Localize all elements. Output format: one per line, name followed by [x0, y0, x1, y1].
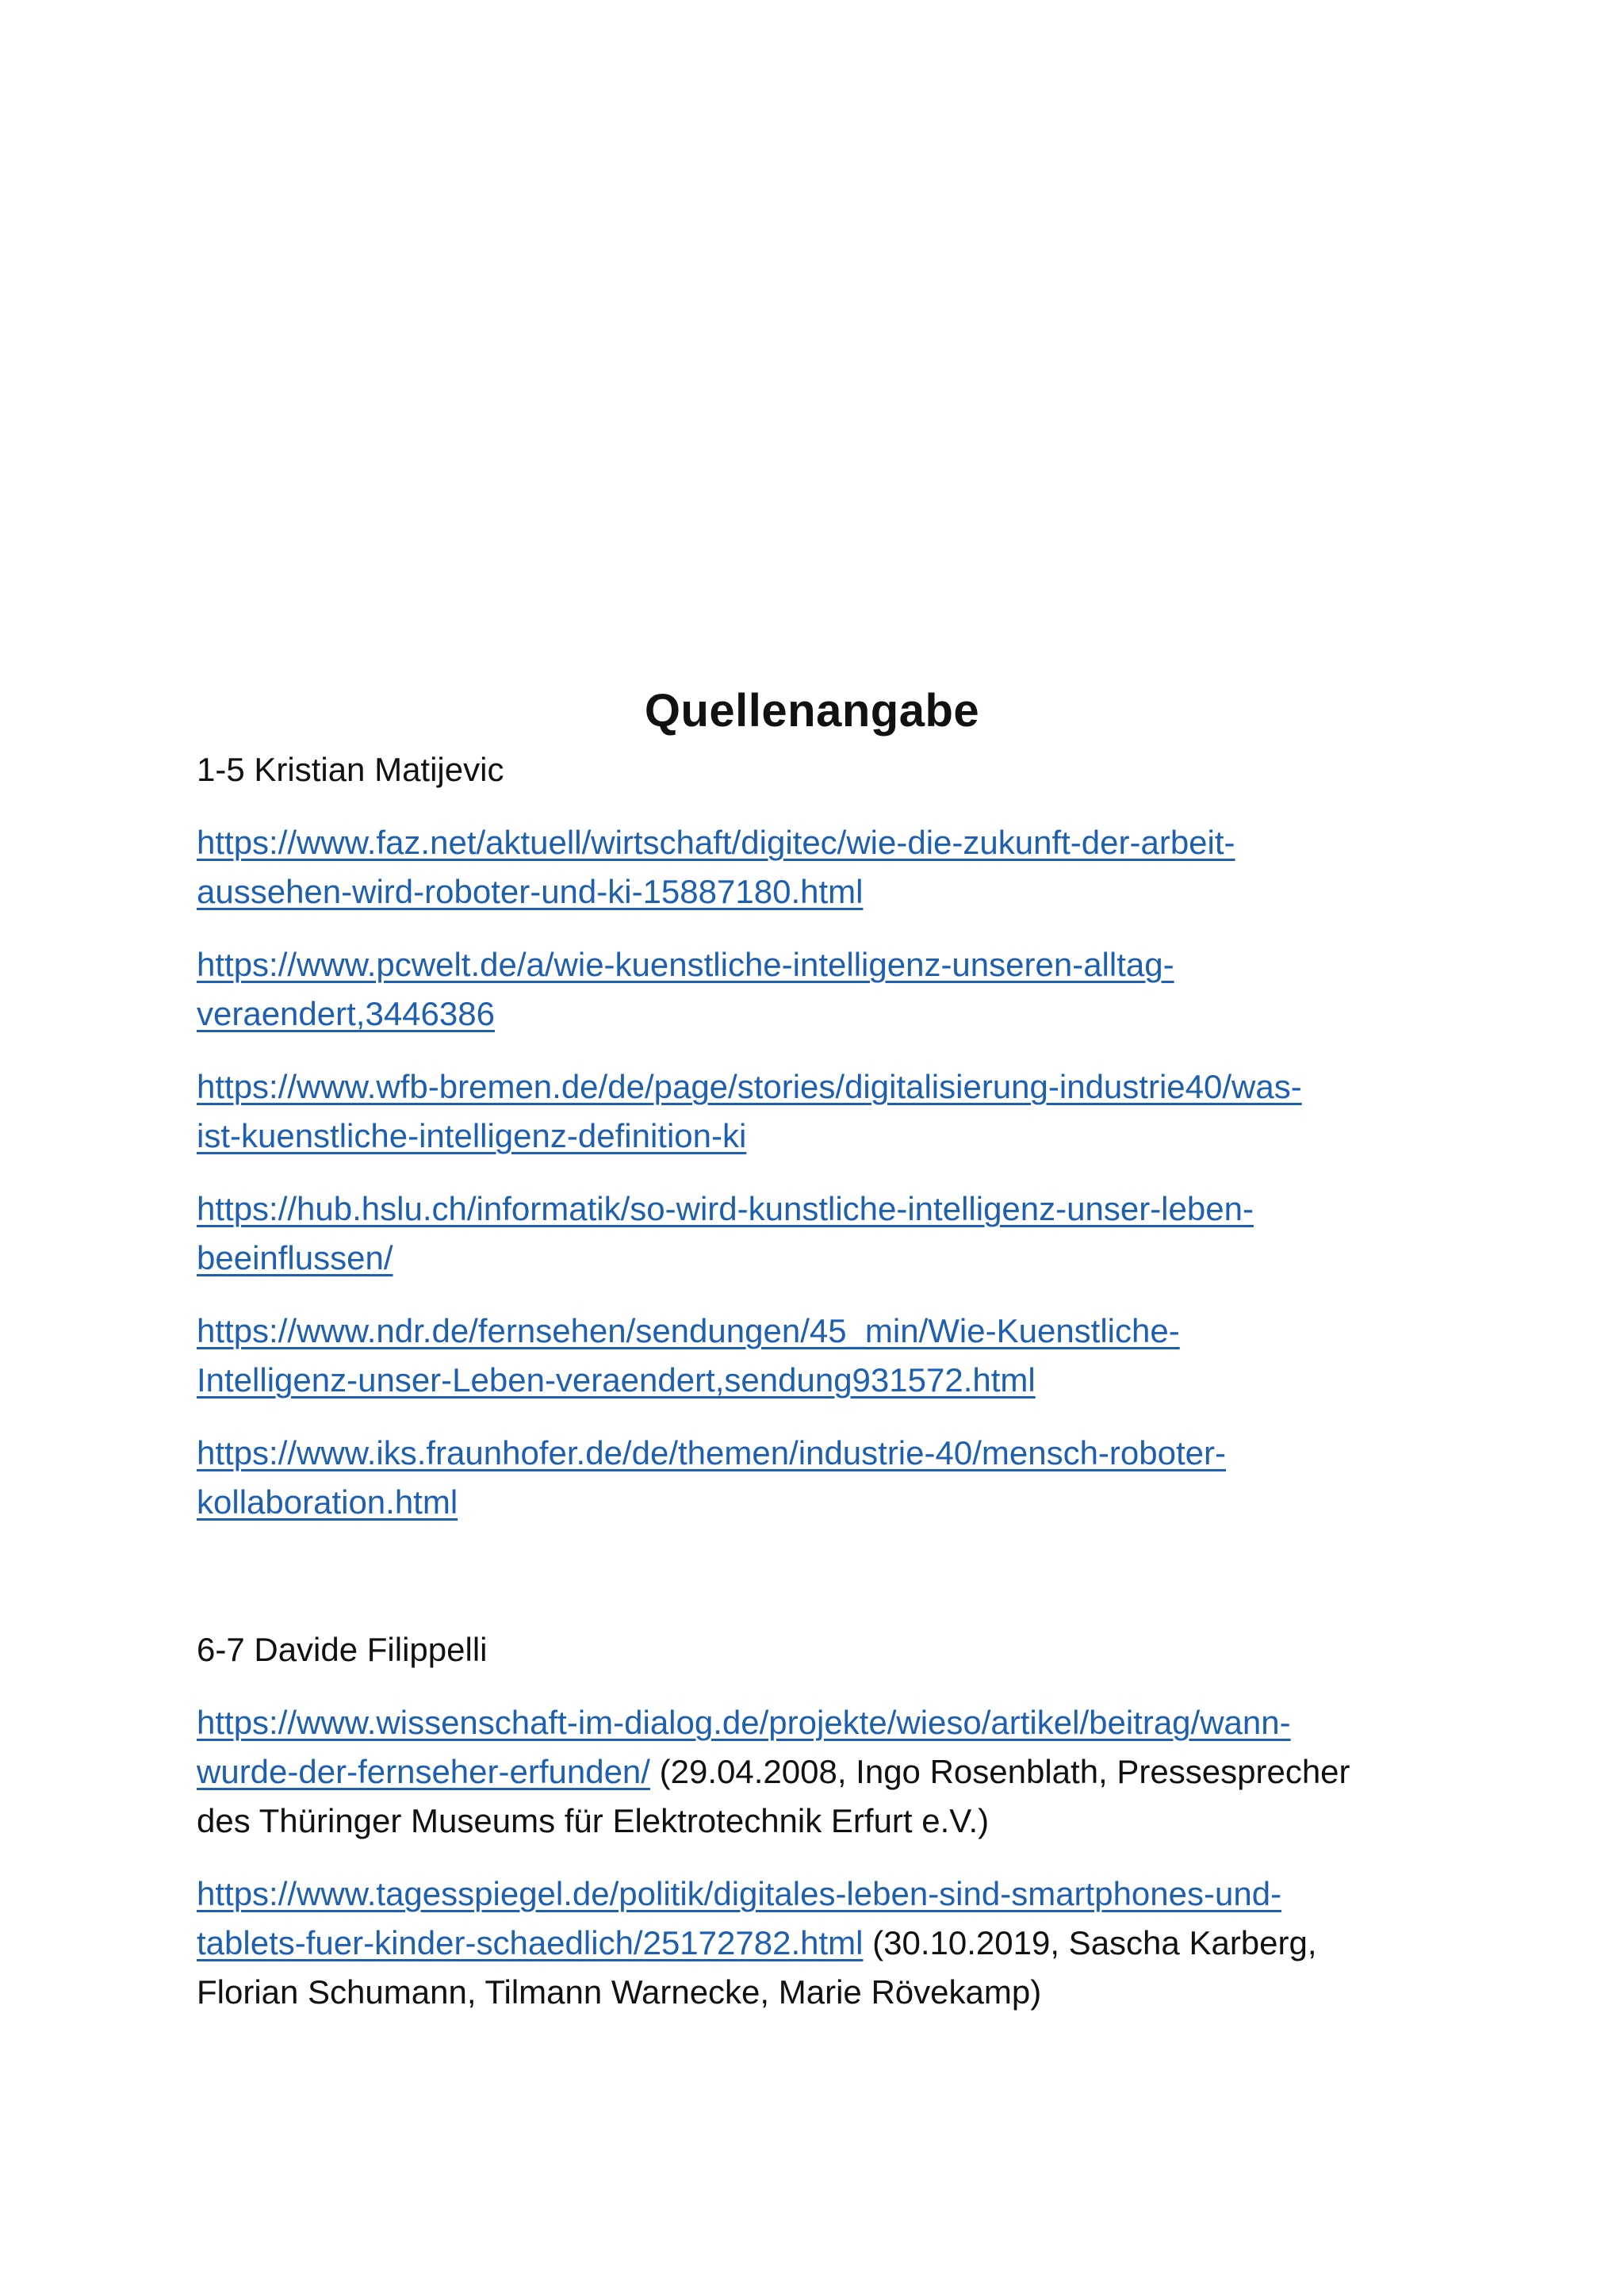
source-note: (29.04.2008, Ingo Rosenblath, Pressesprecher	[649, 1753, 1350, 1790]
source-note: (30.10.2019, Sascha Karberg,	[863, 1924, 1317, 1961]
source-entry	[197, 1698, 1434, 1846]
sources-section-1	[197, 745, 1434, 1527]
source-entry	[197, 940, 1434, 1039]
source-entry	[197, 818, 1434, 916]
source-link[interactable]: https://www.pcwelt.de/a/wie-kuenstliche-intelligenz-unseren-alltag- veraendert,3446386	[197, 946, 1174, 1032]
source-entry	[197, 1429, 1434, 1527]
source-note-continued: Florian Schumann, Tilmann Warnecke, Marie Rövekamp)	[197, 1973, 1042, 2011]
source-link[interactable]: https://www.ndr.de/fernsehen/sendungen/45_min/Wie-Kuenstliche- Intelligenz-unser-Leben-veraendert,sendung931572.html	[197, 1312, 1180, 1399]
source-entry	[197, 1184, 1434, 1283]
section-author: 1-5 Kristian Matijevic	[197, 751, 504, 788]
source-note-continued: des Thüringer Museums für Elektrotechnik Erfurt e.V.)	[197, 1802, 990, 1839]
sources-section-2	[197, 1625, 1434, 2017]
source-link[interactable]: https://www.tagesspiegel.de/politik/digitales-leben-sind-smartphones-und- tablets-fuer-kinder-schaedlich/25172782.html	[197, 1875, 1282, 1961]
source-link[interactable]: https://hub.hslu.ch/informatik/so-wird-kunstliche-intelligenz-unser-leben- beeinflussen/	[197, 1190, 1254, 1276]
source-link[interactable]: https://www.iks.fraunhofer.de/de/themen/industrie-40/mensch-roboter- kollaboration.html	[197, 1434, 1226, 1521]
source-link[interactable]: https://www.faz.net/aktuell/wirtschaft/digitec/wie-die-zukunft-der-arbeit- aussehen-wird-roboter-und-ki-15887180.html	[197, 824, 1235, 910]
section-author: 6-7 Davide Filippelli	[197, 1631, 488, 1668]
source-entry	[197, 1869, 1434, 2017]
source-link[interactable]: https://www.wfb-bremen.de/de/page/stories/digitalisierung-industrie40/was- ist-kuenstliche-intelligenz-definition-ki	[197, 1068, 1302, 1154]
source-entry	[197, 1062, 1434, 1161]
page-title: Quellenangabe	[644, 684, 980, 737]
source-entry	[197, 1307, 1434, 1405]
source-link[interactable]: https://www.wissenschaft-im-dialog.de/projekte/wieso/artikel/beitrag/wann- wurde-der-fernseher-erfunden/	[197, 1704, 1291, 1790]
